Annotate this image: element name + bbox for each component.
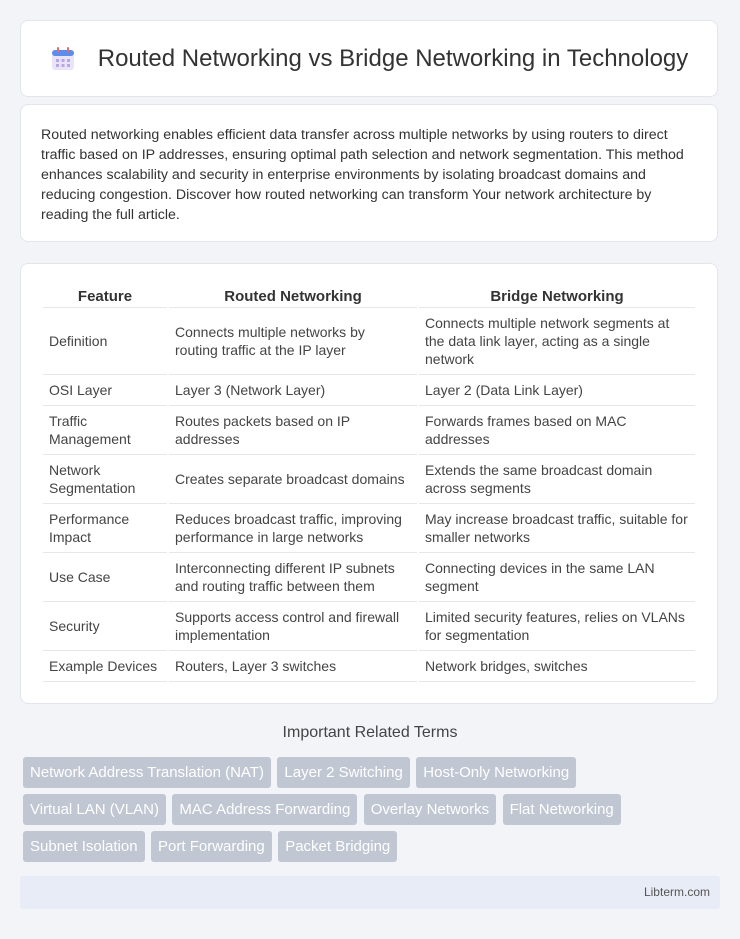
routed-cell: Interconnecting different IP subnets and routing traffic between them	[169, 553, 417, 602]
feature-cell: OSI Layer	[43, 375, 167, 406]
routed-cell: Routers, Layer 3 switches	[169, 651, 417, 682]
feature-cell: Definition	[43, 308, 167, 375]
column-header: Feature	[43, 284, 167, 308]
comparison-table-card	[20, 263, 718, 704]
related-terms-title: Important Related Terms	[282, 724, 458, 741]
related-term-tag[interactable]: Host-Only Networking	[416, 757, 576, 788]
table-row	[43, 504, 695, 553]
routed-cell: Layer 3 (Network Layer)	[169, 375, 417, 406]
related-term-tag[interactable]: MAC Address Forwarding	[172, 794, 357, 825]
related-term-tag[interactable]: Overlay Networks	[364, 794, 496, 825]
related-term-tag[interactable]: Flat Networking	[503, 794, 621, 825]
table-header-row	[43, 284, 695, 308]
page-title: Routed Networking vs Bridge Networking in Technology	[97, 44, 689, 72]
bridge-cell: Forwards frames based on MAC addresses	[419, 406, 695, 455]
intro-card	[20, 104, 718, 242]
routed-cell: Routes packets based on IP addresses	[169, 406, 417, 455]
bridge-cell: Extends the same broadcast domain across segments	[419, 455, 695, 504]
column-header: Routed Networking	[169, 284, 417, 308]
related-term-tag[interactable]: Network Address Translation (NAT)	[23, 757, 271, 788]
table-row	[43, 602, 695, 651]
feature-cell: Performance Impact	[43, 504, 167, 553]
routed-cell: Creates separate broadcast domains	[169, 455, 417, 504]
table-row	[43, 651, 695, 682]
header-card	[20, 20, 718, 97]
related-term-tag[interactable]: Layer 2 Switching	[277, 757, 409, 788]
calendar-icon	[50, 46, 76, 72]
footer	[20, 876, 720, 909]
bridge-cell: Connects multiple network segments at the data link layer, acting as a single network	[419, 308, 695, 375]
related-term-tag[interactable]: Port Forwarding	[151, 831, 272, 862]
table-row	[43, 308, 695, 375]
bridge-cell: Layer 2 (Data Link Layer)	[419, 375, 695, 406]
related-term-tag[interactable]: Virtual LAN (VLAN)	[23, 794, 166, 825]
routed-cell: Connects multiple networks by routing traffic at the IP layer	[169, 308, 417, 375]
related-term-tag[interactable]: Packet Bridging	[278, 831, 397, 862]
related-term-tag[interactable]: Subnet Isolation	[23, 831, 145, 862]
table-row	[43, 406, 695, 455]
bridge-cell: Connecting devices in the same LAN segment	[419, 553, 695, 602]
comparison-table	[41, 284, 697, 682]
bridge-cell: Network bridges, switches	[419, 651, 695, 682]
routed-cell: Reduces broadcast traffic, improving performance in large networks	[169, 504, 417, 553]
table-row	[43, 553, 695, 602]
bridge-cell: May increase broadcast traffic, suitable for smaller networks	[419, 504, 695, 553]
table-row	[43, 455, 695, 504]
column-header: Bridge Networking	[419, 284, 695, 308]
feature-cell: Use Case	[43, 553, 167, 602]
intro-text: Routed networking enables efficient data transfer across multiple networks by using routers to direct traffic based on IP addresses, ensuring optimal path selection and network segmentation. This method enhances scalability and security in enterprise environments by isolating broadcast domains and reducing congestion. Discover how routed networking can transform Your network architecture by reading the full article.	[41, 127, 684, 223]
feature-cell: Network Segmentation	[43, 455, 167, 504]
feature-cell: Traffic Management	[43, 406, 167, 455]
routed-cell: Supports access control and firewall implementation	[169, 602, 417, 651]
feature-cell: Example Devices	[43, 651, 167, 682]
footer-site-link[interactable]: Libterm.com	[643, 885, 710, 899]
feature-cell: Security	[43, 602, 167, 651]
bridge-cell: Limited security features, relies on VLANs for segmentation	[419, 602, 695, 651]
related-terms-list	[23, 757, 723, 868]
table-row	[43, 375, 695, 406]
